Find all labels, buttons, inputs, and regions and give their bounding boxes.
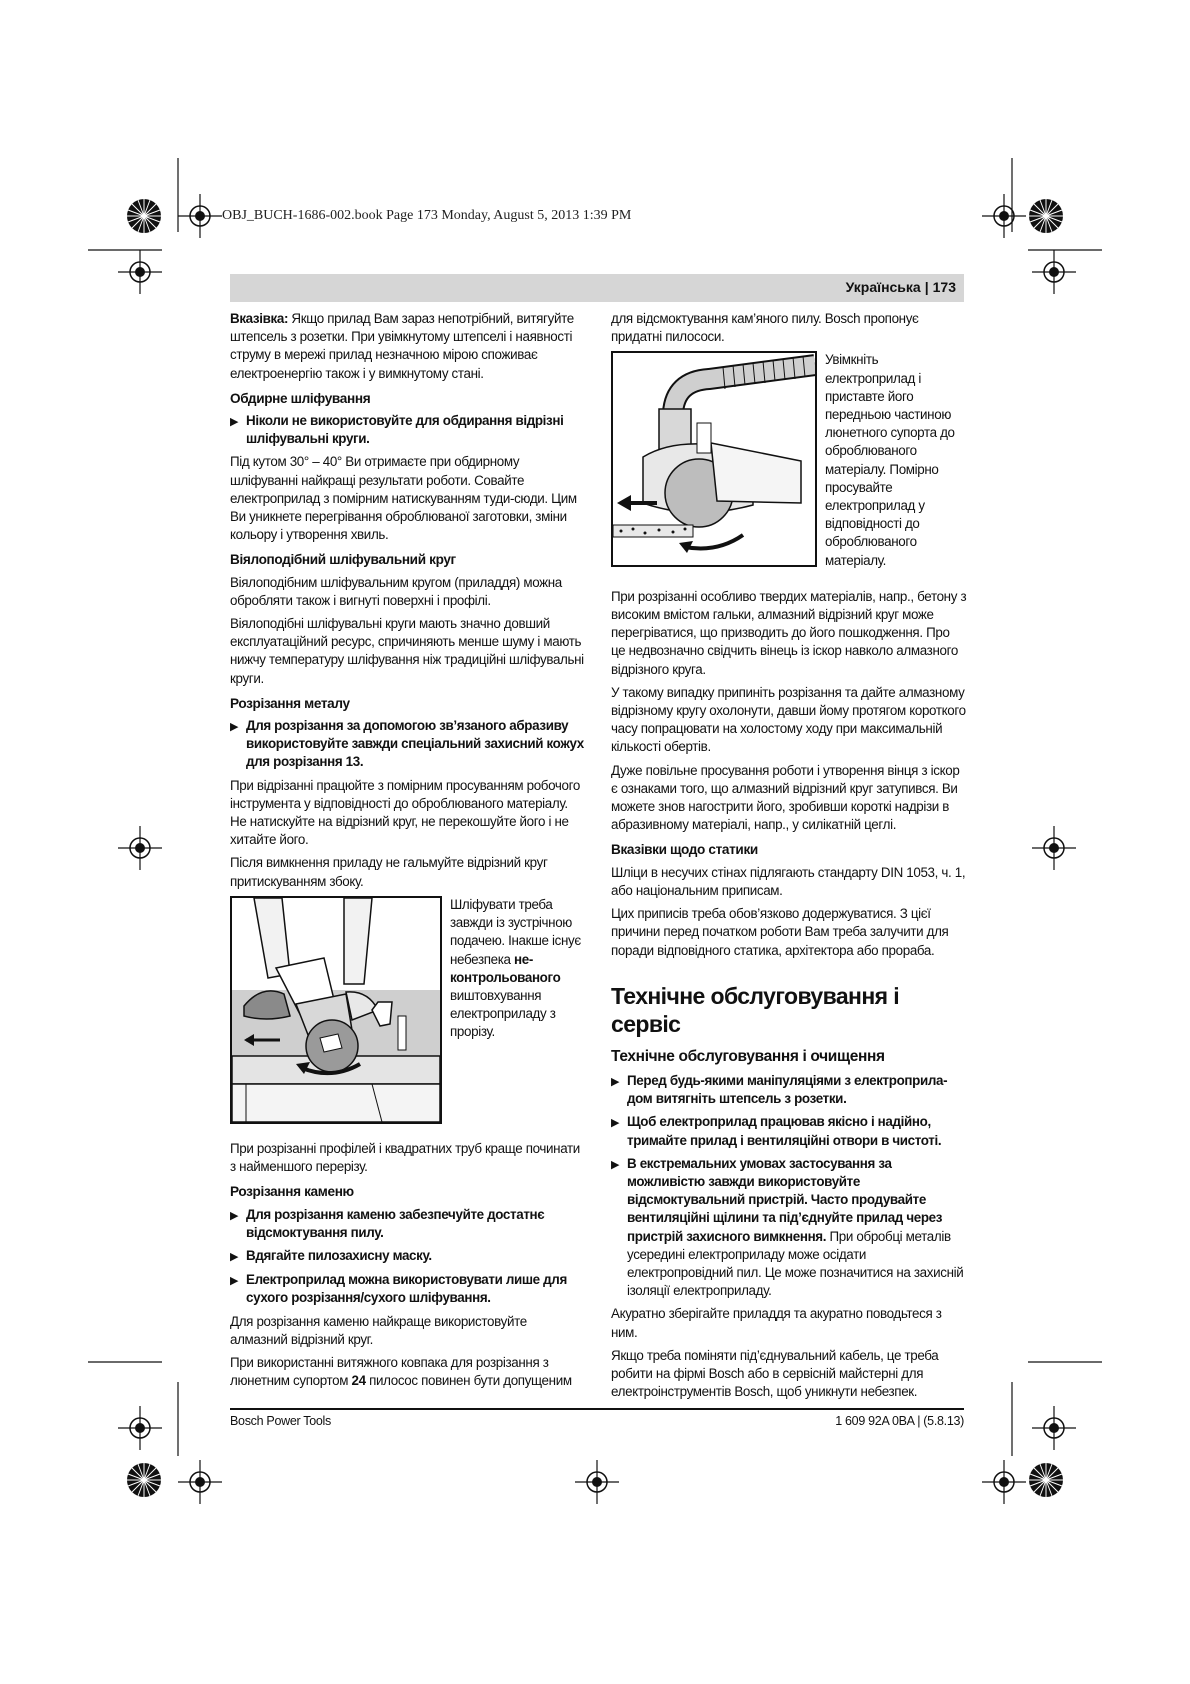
- paragraph-storage: Акуратно зберігайте приладдя та акуратно поводьтеся з ним.: [611, 1306, 942, 1340]
- footer-rule: [230, 1408, 964, 1410]
- language-label: Українська: [845, 279, 921, 295]
- bullet-text-bold: В екстремальних умовах застосування за можливістю завжди використовуйте відсмоктувальний пристрій. Часто продувайте вентиляційні щілини та під’єднуйте прилад через пристрій захисного вимкнення.: [627, 1155, 943, 1244]
- footer-brand: Bosch Power Tools: [230, 1414, 331, 1428]
- paragraph-stone-1: Для розрізання каменю найкраще використовуйте алмазний відрізний круг.: [230, 1313, 527, 1347]
- paragraph-profiles: При розрізанні профілей і квадратних труб краще починати з найменшого перерізу.: [230, 1140, 580, 1175]
- figure-metal-cutting: [230, 896, 584, 1124]
- bullet-stone-1: [230, 1206, 584, 1242]
- paragraph-metal-2: Після вимкнення приладу не гальмуйте відрізний круг притискуванням збоку.: [230, 855, 548, 889]
- bullet-stone-2: [230, 1247, 584, 1266]
- bullet-metal: [230, 717, 584, 772]
- bullet-text: Щоб електроприлад працював якісно і надійно, тримайте прилад і вентиляційні отвори в чистоті.: [627, 1114, 942, 1148]
- bullet-arrow-icon: ▶: [230, 721, 239, 734]
- paragraph-rough: Під кутом 30° – 40° Ви отримаєте при обдирному шліфуванні найкращі результати роботи. Совайте електроприлад з помірним натискуванням туди-сюди. Цим Ви уникнете перегрівання оброблюваної заготовки, зміни кольору і утворення хвиль.: [230, 454, 577, 543]
- paragraph-continued: для відсмоктування кам’яного пилу. Bosch пропонує придатні пилососи.: [611, 311, 919, 345]
- paragraph-statics-1: Шліци в несучих стінах підлягають стандарту DIN 1053, ч. 1, або національним приписам.: [611, 864, 966, 898]
- cutting-stone-drawing: [613, 353, 815, 565]
- print-slugline: OBJ_BUCH-1686-002.book Page 173 Monday, August 5, 2013 1:39 PM: [222, 208, 632, 223]
- heading-maintenance: Технічне обслуговування і очищення: [611, 1047, 885, 1065]
- bullet-arrow-icon: ▶: [230, 1250, 239, 1263]
- bullet-text: Вдягайте пилозахисну маску.: [246, 1247, 432, 1263]
- reference-number: 24: [351, 1373, 366, 1389]
- paragraph-flap-1: Віялоподібним шліфувальним кругом (приладдя) можна обробляти також і вигнуті поверхні і профілі.: [230, 574, 562, 608]
- bullet-maint-1: [611, 1072, 967, 1108]
- heading-stone-cutting: Розрізання каменю: [230, 1184, 354, 1200]
- bullet-text: Ніколи не використовуйте для обдирання відрізні шліфувальні круги.: [246, 413, 564, 447]
- bullet-arrow-icon: ▶: [230, 416, 239, 429]
- footer-doc-number: 1 609 92A 0BA | (5.8.13): [835, 1414, 964, 1428]
- paragraph-flap-2: Віялоподібні шліфувальні круги мають значно довший експлуатаційний ресурс, спричиняють менше шуму і мають нижчу температуру шліфування ніж традиційні шліфувальні круги.: [230, 616, 584, 686]
- left-column: [230, 310, 584, 1395]
- bullet-arrow-icon: ▶: [611, 1117, 620, 1130]
- bullet-maint-2: [611, 1113, 967, 1149]
- bullet-text: При обробці металів усередині електроприладу може осідати електропровідний пил. Це може позначитися на захисній ізоляції електроприладу.: [627, 1228, 964, 1299]
- illustration-cutting-metal: [230, 896, 442, 1124]
- figure-stone-cutting: [611, 351, 967, 569]
- bullet-text: Електроприлад можна використовувати лише для сухого розрізання/сухого шліфування.: [246, 1272, 567, 1306]
- page-number: 173: [932, 279, 956, 295]
- bullet-arrow-icon: ▶: [230, 1275, 239, 1288]
- paragraph-hard-materials: При розрізанні особливо твердих матеріалів, напр., бетону з високим вмістом гальки, алмазний відрізний круг може перегріватися, що призводить до його пошкодження. Про це недвозначно свідчить вінець із іскор навколо алмазного відрізного круга.: [611, 588, 967, 677]
- text-part: пилосос повинен бути допущеним: [365, 1373, 572, 1389]
- bullet-arrow-icon: ▶: [611, 1075, 620, 1088]
- bullet-arrow-icon: ▶: [230, 1209, 239, 1222]
- bullet-text: Для розрізання за допомогою зв’язаного абразиву використовуйте завжди спеціальний захисний кожух для розрізання 13.: [246, 718, 584, 770]
- caption-part: Шліфувати треба завжди із зустрічною подачею. Інакше існує небезпека: [450, 896, 581, 967]
- figure-caption-stone: Увімкніть електроприлад і приставте його передньою частиною люнетного супорта до оброблюваного матеріалу. Помірно просувайте електроприлад у відповідності до оброблюваного матеріалу.: [825, 352, 955, 568]
- bullet-text: Перед будь-якими маніпуляціями з електроприла-дом витягніть штепсель з розетки.: [627, 1072, 948, 1107]
- illustration-cutting-stone: [611, 351, 817, 567]
- paragraph-statics-2: Цих приписів треба обов’язково додержуватися. З цієї причини перед початком роботи Вам треба залучити для поради відповідного статика, архітектора або прораба.: [611, 906, 949, 958]
- bullet-stone-3: [230, 1271, 584, 1307]
- page-header: [846, 279, 956, 295]
- heading-metal-cutting: Розрізання металу: [230, 695, 350, 711]
- note-label: Вказівка:: [230, 311, 289, 326]
- text-part: При використанні витяжного ковпака для розрізання з люнетним супортом: [230, 1354, 549, 1389]
- bullet-text: Для розрізання каменю забезпечуйте достатнє відсмоктування пилу.: [246, 1206, 545, 1240]
- heading-statics: Вказівки щодо статики: [611, 842, 758, 858]
- paragraph-stop-cutting: У такому випадку припиніть розрізання та дайте алмазному відрізному кругу охолонути, давши йому протягом короткого часу попрацювати на холостому ходу при максимальній кількості обертів.: [611, 684, 966, 755]
- note-paragraph: [230, 310, 584, 383]
- bullet-maint-3: [611, 1155, 967, 1301]
- bullet-arrow-icon: ▶: [611, 1158, 620, 1171]
- heading-rough-grinding: Обдирне шліфування: [230, 390, 371, 406]
- paragraph-slow-progress: Дуже повільне просування роботи і утворення вінця з іскор є ознаками того, що алмазний відрізний круг затупився. Ви можете знов нагострити його, зробивши короткі надрізи в абразивному матеріалі, напр., у силікатній цеглі.: [611, 762, 960, 833]
- paragraph-stone-2: [230, 1354, 584, 1390]
- paragraph-metal-1: При відрізанні працюйте з помірним просуванням робочого інструмента у відповідності до оброблюваного матеріалу. Не натискуйте на відрізний круг, не перекошуйте його і не хитайте його.: [230, 777, 580, 848]
- figure-caption-metal: [442, 896, 584, 1124]
- header-separator: |: [924, 279, 929, 295]
- bullet-rough: [230, 412, 584, 448]
- note-text: Якщо прилад Вам зараз непотрібний, витягуйте штепсель з розетки. При увімкнутому штепселі і наявності струму в мережі прилад незначною мірою споживає електроенергію також і у вимкнутому стані.: [230, 311, 574, 381]
- paragraph-cable: Якщо треба поміняти під’єднувальний кабель, це треба робити на фірмі Bosch або в сервісній майстерні для електроінструментів Bosch, щоб уникнути небезпек.: [611, 1347, 939, 1400]
- caption-part: виштовхування електроприладу з прорізу.: [450, 987, 556, 1040]
- page-header-band: [230, 274, 964, 302]
- right-column: [611, 310, 967, 1406]
- section-title-service: Технічне обслуговування і сервіс: [611, 982, 900, 1037]
- caption-bold: не-контрольованого: [450, 951, 561, 985]
- heading-flap-disc: Віялоподібний шліфувальний круг: [230, 552, 456, 568]
- cutting-metal-drawing: [232, 898, 440, 1122]
